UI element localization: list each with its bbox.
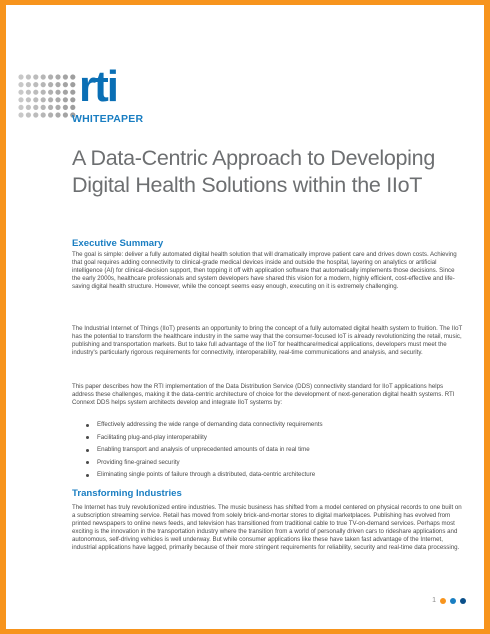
list-item: Effectively addressing the wide range of demanding data connectivity requirements bbox=[72, 421, 464, 434]
whitepaper-label: WHITEPAPER bbox=[72, 113, 144, 125]
list-item: Enabling transport and analysis of unprecedented amounts of data in real time bbox=[72, 446, 464, 459]
grid-dot bbox=[55, 74, 60, 79]
list-item: Facilitating plug-and-play interoperability bbox=[72, 434, 464, 447]
grid-dot bbox=[26, 90, 31, 95]
grid-dot bbox=[33, 90, 38, 95]
grid-dot bbox=[55, 112, 60, 117]
grid-dot bbox=[70, 90, 75, 95]
footer-dot-icon bbox=[450, 598, 456, 604]
bullet-icon bbox=[86, 474, 89, 477]
bullet-icon bbox=[86, 461, 89, 464]
paragraph: The goal is simple: deliver a fully automated digital health solution that will dramatically improve patient care and drives down costs. Achieving that goal requires adding connectivity to clinical-grade medical devices inside and outside the hospital, layering on analytics or artificial intelligence (AI) for clinical-decision support, then topping it off with application software that automatically implements those decisions. Since the early 2000s, healthcare professionals and system developers have shared this vision for a modern, highly efficient, cost-effective and life-saving digital health structure. However, while the concept seems easy enough, executing on it is extremely challenging. bbox=[72, 251, 457, 291]
grid-dot bbox=[41, 82, 46, 87]
grid-dot bbox=[33, 82, 38, 87]
paragraph: This paper describes how the RTI implementation of the Data Distribution Service (DDS) connectivity standard for IIoT applications helps address these challenges, making it the data-centric architecture of choice for the development of next-generation digital health systems. RTI Connext DDS helps system architects develop and integrate IIoT systems by: bbox=[72, 383, 455, 407]
document-title: A Data-Centric Approach to Developing Digital Health Solutions within the IIoT bbox=[72, 146, 435, 197]
grid-dot bbox=[41, 97, 46, 102]
list-item: Providing fine-grained security bbox=[72, 459, 464, 472]
paragraph: The Internet has truly revolutionized entire industries. The music business has shifted from a model centered on physical records to one built on a subscription streaming service. Retail has moved from solely brick-and-mortar stores to digital marketplaces. Publishing has evolved from printed newspapers to online news feeds, and television has transitioned from traditional cable to true TV-on-demand services. Perhaps most exciting is the innovation in the transportation industry where the transition from a world of personally driven cars to rideshare applications and autonomous, self-driving vehicles is well underway. But while consumer applications like these have taken fast advantage of the Internet, industrial applications have lagged, primarily because of their more stringent requirements for reliability, security and real-time data processing. bbox=[72, 504, 462, 552]
bullet-icon bbox=[86, 449, 89, 452]
document-page bbox=[6, 5, 484, 629]
grid-dot bbox=[41, 74, 46, 79]
grid-dot bbox=[48, 112, 53, 117]
grid-dot bbox=[63, 105, 68, 110]
grid-dot bbox=[26, 112, 31, 117]
section-heading-transforming-industries: Transforming Industries bbox=[72, 488, 182, 499]
section-heading-executive-summary: Executive Summary bbox=[72, 238, 164, 249]
list-item: Eliminating single points of failure through a distributed, data-centric architecture bbox=[72, 471, 464, 484]
bullet-icon bbox=[86, 424, 89, 427]
grid-dot bbox=[41, 112, 46, 117]
grid-dot bbox=[33, 105, 38, 110]
grid-dot bbox=[63, 112, 68, 117]
grid-dot bbox=[26, 82, 31, 87]
page-number: 1 bbox=[432, 597, 436, 604]
grid-dot bbox=[18, 82, 23, 87]
grid-dot bbox=[33, 74, 38, 79]
footer-dot-icon bbox=[460, 598, 466, 604]
bullet-list bbox=[72, 421, 464, 484]
grid-dot bbox=[48, 97, 53, 102]
grid-dot bbox=[48, 82, 53, 87]
footer-dot-icon bbox=[440, 598, 446, 604]
grid-dot bbox=[63, 82, 68, 87]
grid-dot bbox=[55, 105, 60, 110]
grid-dot bbox=[33, 97, 38, 102]
paragraph: The Industrial Internet of Things (IIoT) presents an opportunity to bring the concept of a fully automated digital health system to fruition. The IIoT has the potential to transform the healthcare industry in the same way that the consumer-focused IoT is already revolutionizing the retail, music, publishing and transportation markets. But to take full advantage of the IIoT for healthcare/medical applications, developers must meet the industry's particularly rigorous requirements for connectivity, interoperability, real-time communications and analysis, and security. bbox=[72, 325, 463, 357]
grid-dot bbox=[55, 90, 60, 95]
grid-dot bbox=[26, 74, 31, 79]
grid-dot bbox=[70, 74, 75, 79]
grid-dot bbox=[70, 82, 75, 87]
grid-dot bbox=[33, 112, 38, 117]
grid-dot bbox=[18, 112, 23, 117]
grid-dot bbox=[26, 97, 31, 102]
grid-dot bbox=[18, 90, 23, 95]
bullet-icon bbox=[86, 436, 89, 439]
grid-dot bbox=[48, 74, 53, 79]
grid-dot bbox=[48, 105, 53, 110]
grid-dot bbox=[55, 82, 60, 87]
grid-dot bbox=[63, 90, 68, 95]
grid-dot bbox=[18, 97, 23, 102]
grid-dot bbox=[63, 97, 68, 102]
grid-dot bbox=[41, 105, 46, 110]
grid-dot bbox=[41, 90, 46, 95]
dot-grid-graphic bbox=[17, 73, 77, 121]
grid-dot bbox=[18, 74, 23, 79]
rti-logo: rti bbox=[79, 62, 117, 111]
grid-dot bbox=[70, 105, 75, 110]
grid-dot bbox=[55, 97, 60, 102]
grid-dot bbox=[26, 105, 31, 110]
page-footer bbox=[432, 597, 466, 604]
grid-dot bbox=[63, 74, 68, 79]
grid-dot bbox=[18, 105, 23, 110]
grid-dot bbox=[48, 90, 53, 95]
grid-dot bbox=[70, 97, 75, 102]
